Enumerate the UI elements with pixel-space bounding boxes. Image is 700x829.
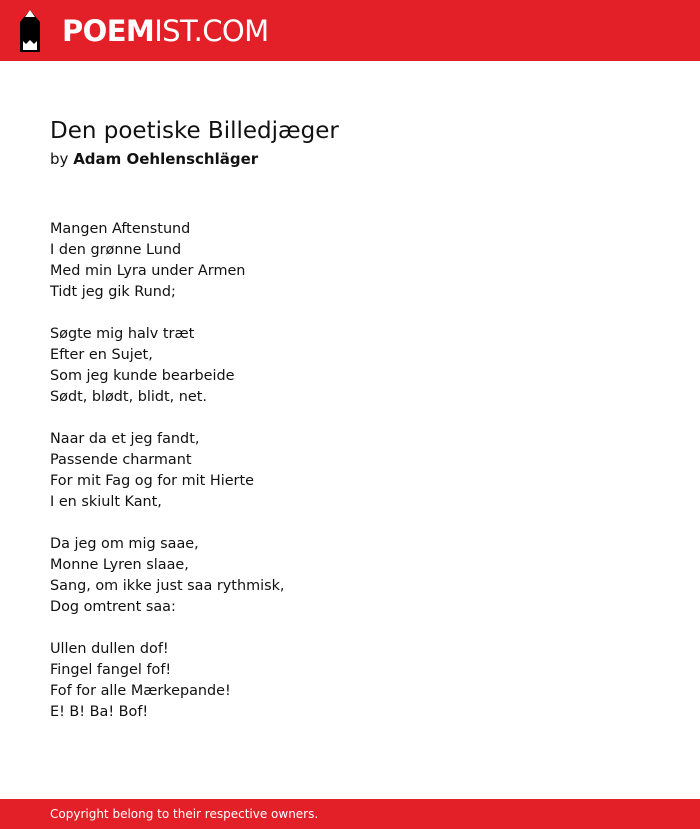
stanza [50,429,650,513]
poem-line: Monne Lyren slaae, [50,557,189,573]
site-logo[interactable] [62,13,269,49]
poem-line: Da jeg om mig saae, [50,536,199,552]
pencil-icon [18,10,42,52]
by-label: by [50,150,69,168]
poem-byline [50,149,258,169]
poem-line: I den grønne Lund [50,242,182,258]
poem-line: Som jeg kunde bearbeide [50,368,235,384]
logo-bold-text: POEM [62,14,155,48]
site-footer [0,799,700,829]
poem-line: Tidt jeg gik Rund; [50,284,176,300]
poem-line: Mangen Aftenstund [50,221,191,237]
stanza [50,324,650,408]
poem-line: Dog omtrent saa: [50,599,176,615]
poem-line: Søgte mig halv træt [50,326,195,342]
poem-line: Med min Lyra under Armen [50,263,246,279]
poem-line: Fof for alle Mærkepande! [50,683,231,699]
stanza [50,534,650,618]
poem-line: Sang, om ikke just saa rythmisk, [50,578,285,594]
poem-line: Sødt, blødt, blidt, net. [50,389,207,405]
poem-line: For mit Fag og for mit Hierte [50,473,254,489]
stanza [50,219,650,303]
poem-line: Passende charmant [50,452,192,468]
poem-title: Den poetiske Billedjæger [50,118,339,144]
poem-line: I en skiult Kant, [50,494,162,510]
site-header [0,0,700,61]
poem-author: Adam Oehlenschläger [73,150,259,168]
poem-line: E! B! Ba! Bof! [50,704,149,720]
poem-line: Efter en Sujet, [50,347,153,363]
stanza [50,639,650,723]
poem-body [50,219,650,744]
poem-line: Ullen dullen dof! [50,641,169,657]
copyright-text: Copyright belong to their respective owners. [50,807,319,821]
logo-light-text: IST.COM [154,14,269,48]
poem-line: Naar da et jeg fandt, [50,431,200,447]
poem-line: Fingel fangel fof! [50,662,172,678]
